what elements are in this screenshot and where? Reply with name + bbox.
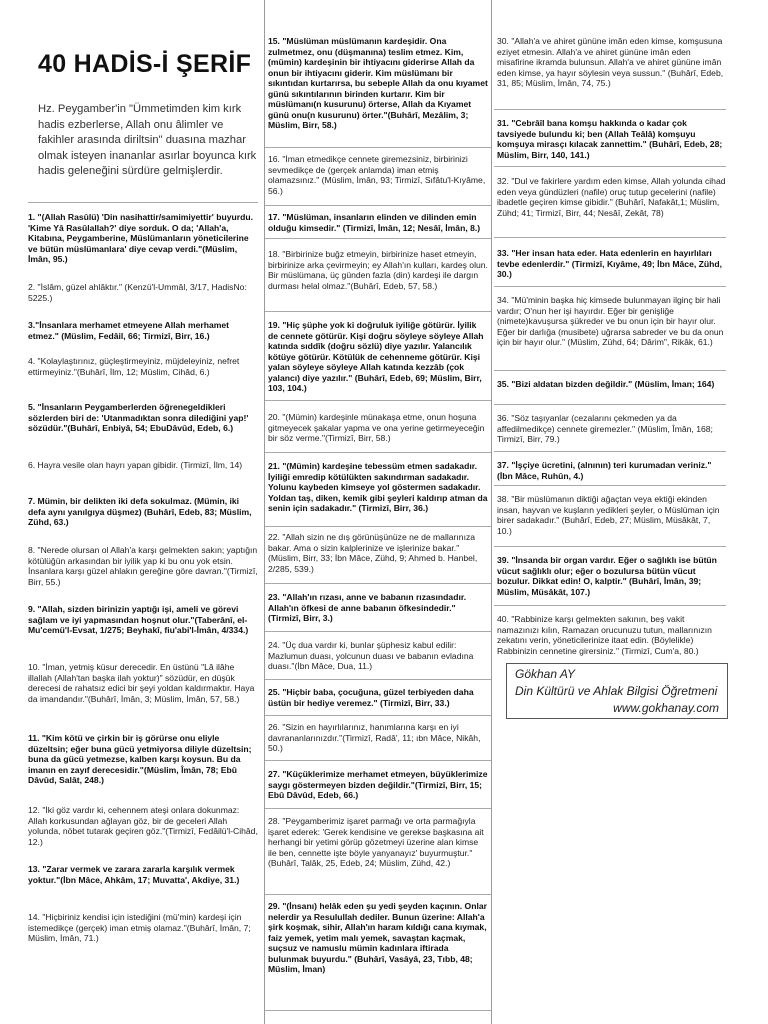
document-title: 40 HADİS-İ ŞERİF [38,50,252,78]
divider [494,370,726,371]
author-website: www.gokhanay.com [613,701,719,715]
divider [265,715,491,716]
hadith-23: 23. "Allah'ın rızası, anne ve babanın rızasındadır. Allah'ın öfkesi de anne babanın öfkesindedir."(Tirmizî, Birr, 3.) [268,592,467,623]
hadith-28: 28. "Peygamberimiz işaret parmağı ve orta parmağıyla işaret ederek: 'Gerek kendisine ve gerekse başkasına ait herhangi bir yetimi görüp gözetmeyi üzerine alan kimse ile ben, cennette işte böyle yanyanayız' buyurmuştur." (Buhârî, Talâk, 25, Edeb, 24; Müslim, Zühd, 42.) [268,816,484,868]
divider [494,237,726,238]
divider [265,205,491,206]
divider [494,109,726,110]
divider [494,166,726,167]
divider [494,485,726,486]
divider [265,400,491,401]
hadith-27: 27. "Küçüklerimize merhamet etmeyen, büyüklerimize saygı göstermeyen bizden değildir."(Tirmizî, Birr, 15; Ebû Dâvûd, Edeb, 66.) [268,769,488,800]
hadith-10: 10. "İman, yetmiş küsur derecedir. En üstünü "Lâ ilâhe illallah (Allah'tan başka ilah yoktur)" sözüdür, en düşük derecesi de rahatsız edici bir şeyi yoldan kaldırmaktır. Haya da imandandır."(Buhârî, İmân, 3; Müslim, İmân, 57, 58.) [28,662,255,704]
author-signature-box [506,663,728,719]
column-left [28,0,258,1024]
hadith-6: 6. Hayra vesile olan hayrı yapan gibidir. (Tirmizî, İlm, 14) [28,460,243,470]
hadith-31: 31. "Cebrâîl bana komşu hakkında o kadar çok tavsiyede bulundu ki; ben (Allah Teâlâ) komşuyu komşuya mirasçı kılacak zannettim." (Buhârî, Edeb, 28; Müslim, Birr, 140, 141.) [497,118,723,160]
hadith-20: 20. "(Mümin) kardeşinle münakaşa etme, onun hoşuna gitmeyecek şakalar yapma ve ona yerine getirmeyeceğin bir söz verme."(Tirmizî, Birr, 58.) [268,412,485,443]
author-name: Gökhan AY [515,667,576,681]
hadith-3: 3."İnsanlara merhamet etmeyene Allah merhamet etmez." (Müslim, Fedâil, 66; Tirmizî, Birr, 16.) [28,320,230,341]
hadith-37: 37. "İşçiye ücretini, (alnının) teri kurumadan veriniz." (İbn Mâce, Ruhûn, 4.) [497,460,712,481]
column-right [494,0,726,1024]
hadith-29: 29. "(İnsanı) helâk eden şu yedi şeyden kaçının. Onlar nelerdir ya Resulullah dediler. Bunun üzerine: Allah'a şirk koşmak, sihir, Allah'ın haram kıldığı cana kıymak, faiz yemek, yetim malı yemek, savaştan kaçmak, suçsuz ve namuslu mümin kadınlara iftirada bulunmak buyurdu." (Buhârî, Vasâyâ, 23, Tıbb, 48; Müslim, İman) [268,901,487,974]
divider [265,679,491,680]
hadith-7: 7. Mümin, bir delikten iki defa sokulmaz. (Mümin, iki defa aynı yanılgıya düşmez) (Buhârî, Edeb, 83; Müslim, Zühd, 63.) [28,496,252,527]
hadith-24: 24. "Üç dua vardır ki, bunlar şüphesiz kabul edilir: Mazlumun duası, yolcunun duası ve babanın evladına duası."(İbn Mâce, Dua, 11.) [268,640,474,671]
divider [494,404,726,405]
hadith-15: 15. "Müslüman müslümanın kardeşidir. Ona zulmetmez, onu (düşmanına) teslim etmez. Kim, (mümin) kardeşinin bir ihtiyacını giderirse Allah da onun bir ihtiyacını giderir. Kim müslümanı bir sıkıntıdan kurtarırsa, bu sebeple Allah da onu kıyamet günü sıkıntılarının birinden kurtarır. Kim bir müslümanı(n kusurunu) örterse, Allah da Kıyamet günü onu(n kusurunu) örter."(Buhârî, Mezâlim, 3; Müslim, Birr, 58.) [268,36,488,130]
hadith-36: 36. "Söz taşıyanlar (cezalarını çekmeden ya da affedilmedikçe) cennete giremezler." (Müslim, Îmân, 168; Tirmizî, Birr, 79.) [497,413,713,444]
hadith-14: 14. "Hiçbiriniz kendisi için istediğini (mü'min) kardeşi için istemedikçe (gerçek) iman etmiş olamaz."(Buhârî, İmân, 7; Müslim, İmân, 71.) [28,912,251,943]
divider [265,894,491,895]
divider [494,451,726,452]
hadith-16: 16. "İman etmedikçe cennete giremezsiniz, birbirinizi sevmedikçe de (gerçek anlamda) iman etmiş olamazsınız." (Müslim, İmân, 93; Tirmizî, Sıfâtu'l-Kıyâme, 56.) [268,154,486,196]
hadith-39: 39. "İnsanda bir organ vardır. Eğer o sağlıklı ise bütün vücut sağlıklı olur; eğer o bozulursa bütün vücut bozulur. Dikkat edin! O, kalptir." (Buhârî, İmân, 39; Müslim, Müsâkât, 107.) [497,555,717,597]
divider [265,631,491,632]
column-middle [264,0,492,1024]
divider [265,452,491,453]
hadith-1: 1. "(Allah Rasûlü) 'Din nasihattir/samimiyettir' buyurdu. 'Kime Yâ Rasûlallah?' diye sorduk. O da; 'Allah'a, Kitabına, Peygamberine, Müslümanların yöneticilerine ve bütün müslümanlara' diye cevap verdi."(Müslim, İmân, 95.) [28,212,253,264]
hadith-13: 13. "Zarar vermek ve zarara zararla karşılık vermek yoktur."(İbn Mâce, Ahkâm, 17; Muvatta', Akdiye, 31.) [28,864,240,885]
hadith-33: 33. "Her insan hata eder. Hata edenlerin en hayırlıları tevbe edenlerdir." (Tirmizî, Kıyâme, 49; İbn Mâce, Zühd, 30.) [497,248,723,279]
hadith-19: 19. "Hiç şüphe yok ki doğruluk iyiliğe götürür. İyilik de cennete götürür. Kişi doğru söyleye söyleye Allah katında sıddîk (doğru sözlü) diye yazılır. Yalancılık kötüye götürür. Kötülük de cehenneme götürür. Kişi yalan söyleye söyleye Allah katında kezzâb (çok yalancı) diye yazılır." (Buhârî, Edeb, 69; Müslim, Birr, 103, 104.) [268,320,484,393]
hadith-21: 21. "(Mümin) kardeşine tebessüm etmen sadakadır. İyiliği emredip kötülükten sakındırman sadakadır. Yolunu kaybeden kimseye yol göstermen sadakadır. Yoldan taş, diken, kemik gibi şeyleri kaldırıp atman da senin için sadakadır." (Tirmizî, Birr, 36.) [268,461,488,513]
hadith-34: 34. "Mü'minin başka hiç kimsede bulunmayan ilginç bir hali vardır; O'nun her işi hayırdır. Eğer bir genişliğe (nimete)kavuşursa şükreder ve bu onun için bir hayır olur. Eğer bir darlığa (musibete) uğrarsa sabreder ve bu da onun için bir hayır olur." (Müslim, Zühd, 64; Dârim", Rikâk, 61.) [497,295,724,347]
hadith-5: 5. "İnsanların Peygamberlerden öğrenegeldikleri sözlerden biri de: 'Utanmadıktan sonra dilediğini yap!' sözüdür."(Buhârî, Enbiyâ, 54; EbuDâvûd, Edeb, 6.) [28,402,249,433]
divider [265,583,491,584]
hadith-22: 22. "Allah sizin ne dış görünüşünüze ne de mallarınıza bakar. Ama o sizin kalplerinize ve işlerinize bakar." (Müslim, Birr, 33; İbn Mâce, Zühd, 9; Ahmed b. Hanbel, 2/285, 539.) [268,532,478,574]
hadith-12: 12. "İki göz vardır ki, cehennem ateşi onlara dokunmaz: Allah korkusundan ağlayan göz, bir de geceleri Allah yolunda, nöbet tutarak geçiren göz."(Tirmizî, Fedâilü'l-Cihâd, 12.) [28,805,258,847]
divider [265,808,491,809]
hadith-4: 4. "Kolaylaştırınız, güçleştirmeyiniz, müjdeleyiniz, nefret ettirmeyiniz."(Buhârî, İlm, 12; Müslim, Cihâd, 6.) [28,356,240,377]
divider [494,546,726,547]
divider [265,1010,491,1011]
divider [494,605,726,606]
divider [265,760,491,761]
hadith-17: 17. "Müslüman, insanların elinden ve dilinden emin olduğu kimsedir." (Tirmizî, İmân, 12; Nesâî, İmân, 8.) [268,212,481,233]
divider [265,238,491,239]
intro-paragraph: Hz. Peygamber'in "Ümmetimden kim kırk hadis ezberlerse, Allah onu âlimler ve fakihler arasında diriltsin" duasına mazhar olmak isteyen inananlar asırlar boyunca kırk hadis geleneğini sürdüre gelmişlerdir. [38,103,257,177]
hadith-35: 35. "Bizi aldatan bizden değildir." (Müslim, İman; 164) [497,379,715,389]
hadith-11: 11. "Kim kötü ve çirkin bir iş görürse onu eliyle düzeltsin; eğer buna gücü yetmiyorsa diliyle düzeltsin; buna da gücü yetmezse, kalben karşı koysun. Bu da imanın en zayıf derecesidir."(Müslim, Îmân, 78; Ebû Dâvûd, Salât, 248.) [28,733,252,785]
hadith-26: 26. "Sizin en hayırlılarınız, hanımlarına karşı en iyi davrananlarınızdır."(Tirmizî, Radâ', 11; ıbn Mâce, Nikâh, 50.) [268,722,481,753]
hadith-40: 40. "Rabbinize karşı gelmekten sakının, beş vakit namazınızı kılın, Ramazan orucunuzu tutun, mallarınızın zekatını verin, yöneticilerinize itaat edin. (Böylelikle) Rabbinizin cennetine girersiniz." (Tirmizî, Cum'a, 80.) [497,614,712,656]
hadith-9: 9. "Allah, sizden birinizin yaptığı işi, ameli ve görevi sağlam ve iyi yapmasından hoşnut olur."(Taberânî, el-Mu'cemü'l-Evsat, 1/275; Beyhakî, fiu'abi'l-İmân, 4/334.) [28,604,249,635]
hadith-18: 18. "Birbirinize buğz etmeyin, birbirinize haset etmeyin, birbirinize arka çevirmeyin; ey Allah'ın kulları, kardeş olun. Bir müslümana, üç günden fazla (din) kardeşi ile dargın durması helal olmaz."(Buhârî, Edeb, 57, 58.) [268,249,488,291]
hadith-32: 32. "Dul ve fakirlere yardım eden kimse, Allah yolunda cihad eden veya gündüzleri (nafile) oruç tutup gecelerini (nafile) ibadetle geçiren kimse gibidir." (Buhârî, Nafakât,1; Müslim, Zühd; 41; Tirmizî, Birr, 44; Nesâî, Zekât, 78) [497,176,726,218]
divider [494,286,726,287]
author-role: Din Kültürü ve Ahlak Bilgisi Öğretmeni [515,684,718,698]
hadith-25: 25. "Hiçbir baba, çocuğuna, güzel terbiyeden daha üstün bir hediye veremez." (Tirmizî, Birr, 33.) [268,687,474,708]
divider [28,202,258,203]
hadith-38: 38. "Bir müslümanın diktiği ağaçtan veya ektiği ekinden insan, hayvan ve kuşların yedikleri şeyler, o Müslüman için birer sadakadır." (Buhârî, Edeb, 27; Müslim, Müsâkât, 7, 10.) [497,494,720,536]
divider [265,311,491,312]
hadith-2: 2. "İslâm, güzel ahlâktır." (Kenzü'l-Ummâl, 3/17, HadisNo: 5225.) [28,282,247,303]
divider [265,147,491,148]
divider [265,526,491,527]
hadith-8: 8. "Nerede olursan ol Allah'a karşı gelmekten sakın; yaptığın kötülüğün arkasından bir iyilik yap ki bu onu yok etsin. İnsanlara karşı güzel ahlakın gereğine göre davran."(Tirmizî, Birr, 55.) [28,545,258,587]
hadith-30: 30. "Allah'a ve ahiret gününe imân eden kimse, komşusuna eziyet etmesin. Allah'a ve ahiret gününe imân eden misafirine ikramda bulunsun. Allah'a ve ahiret gününe imân eden kimse, ya hayır söylesin veya sussun." (Buhârî, Edeb, 31, 85; Müslim, İmân, 74, 75.) [497,36,724,88]
